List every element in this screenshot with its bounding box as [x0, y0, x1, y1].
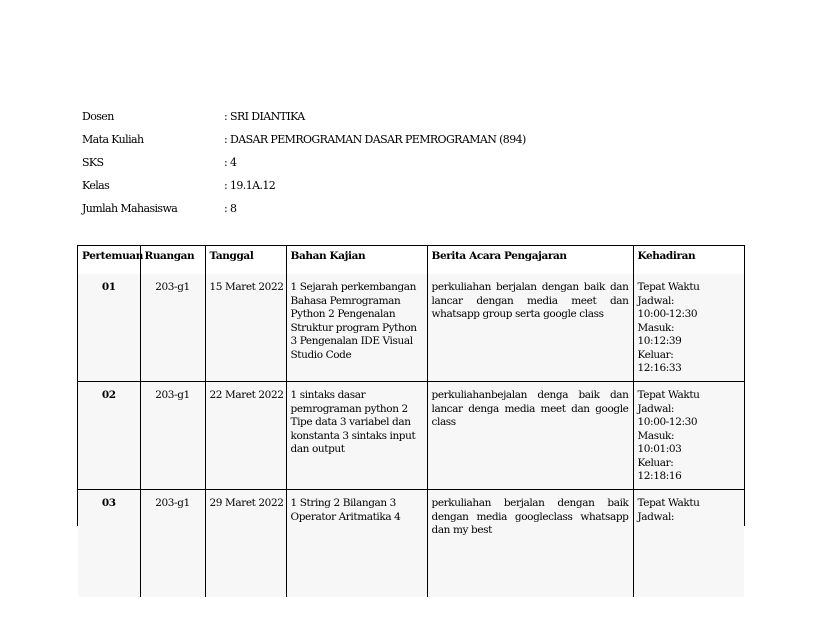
cell-pertemuan: 01 — [78, 274, 140, 382]
cell-tanggal: 15 Maret 2022 — [205, 274, 286, 382]
info-value: : 19.1A.12 — [224, 179, 276, 192]
cell-berita-acara: perkuliahanbejalan denga baik dan lancar denga media meet dan google class — [427, 382, 633, 490]
info-value: : DASAR PEMROGRAMAN DASAR PEMROGRAMAN (894) — [224, 133, 526, 146]
attendance-line: Tepat Waktu — [637, 281, 700, 293]
attendance-line: Keluar: — [637, 456, 674, 469]
header-berita-acara: Berita Acara Pengajaran — [427, 246, 633, 274]
info-label: Jumlah Mahasiswa — [82, 202, 178, 215]
table-row — [78, 490, 744, 598]
attendance-line: Jadwal: — [637, 510, 675, 523]
cell-bahan-kajian: 1 Sejarah perkembangan Bahasa Pemrograman Python 2 Pengenalan Struktur program Python 3 Pengenalan IDE Visual Studio Code — [286, 274, 427, 382]
header-tanggal: Tanggal — [205, 246, 286, 274]
cell-ruangan: 203-g1 — [140, 382, 205, 490]
header-ruangan: Ruangan — [140, 246, 205, 274]
cell-pertemuan: 02 — [78, 382, 140, 490]
attendance-line: 12:18:16 — [637, 470, 682, 482]
header-kehadiran: Kehadiran — [633, 246, 744, 274]
attendance-line: Jadwal: — [637, 294, 675, 307]
attendance-table-wrapper — [77, 245, 745, 536]
cell-ruangan: 203-g1 — [140, 490, 205, 598]
info-value: : 8 — [224, 202, 237, 215]
header-pertemuan: Pertemuan — [82, 250, 143, 262]
table-row — [78, 274, 744, 382]
info-label: Dosen — [82, 110, 114, 123]
cell-tanggal: 22 Maret 2022 — [205, 382, 286, 490]
cell-kehadiran — [633, 490, 744, 598]
cell-tanggal: 29 Maret 2022 — [205, 490, 286, 598]
cell-berita-acara: perkuliahan berjalan dengan baik dengan media googleclass whatsapp dan my best — [427, 490, 633, 598]
table-header-row — [78, 246, 744, 274]
attendance-line: 12:16:33 — [637, 362, 682, 374]
header-bahan-kajian: Bahan Kajian — [286, 246, 427, 274]
cell-berita-acara: perkuliahan berjalan dengan baik dan lancar dengan media meet dan whatsapp group serta google class — [427, 274, 633, 382]
attendance-line: 10:01:03 — [637, 443, 682, 455]
cell-ruangan: 203-g1 — [140, 274, 205, 382]
cell-bahan-kajian: 1 sintaks dasar pemrograman python 2 Tipe data 3 variabel dan konstanta 3 sintaks input dan output — [286, 382, 427, 490]
info-label: Kelas — [82, 179, 110, 192]
attendance-line: Jadwal: — [637, 402, 675, 415]
attendance-table — [78, 246, 744, 597]
cell-bahan-kajian: 1 String 2 Bilangan 3 Operator Aritmatika 4 — [286, 490, 427, 598]
info-value: : 4 — [224, 156, 237, 169]
attendance-line: Masuk: — [637, 321, 675, 334]
attendance-line: 10:12:39 — [637, 335, 682, 347]
info-label: Mata Kuliah — [82, 133, 144, 146]
attendance-line: 10:00-12:30 — [637, 308, 698, 320]
cell-kehadiran — [633, 274, 744, 382]
attendance-line: 10:00-12:30 — [637, 416, 698, 428]
attendance-line: Masuk: — [637, 429, 675, 442]
cell-kehadiran — [633, 382, 744, 490]
cell-pertemuan: 03 — [78, 490, 140, 598]
info-label: SKS — [82, 156, 104, 169]
attendance-line: Tepat Waktu — [637, 389, 700, 401]
attendance-line: Keluar: — [637, 348, 674, 361]
info-value: : SRI DIANTIKA — [224, 110, 305, 123]
attendance-line: Tepat Waktu — [637, 497, 700, 509]
table-row — [78, 382, 744, 490]
